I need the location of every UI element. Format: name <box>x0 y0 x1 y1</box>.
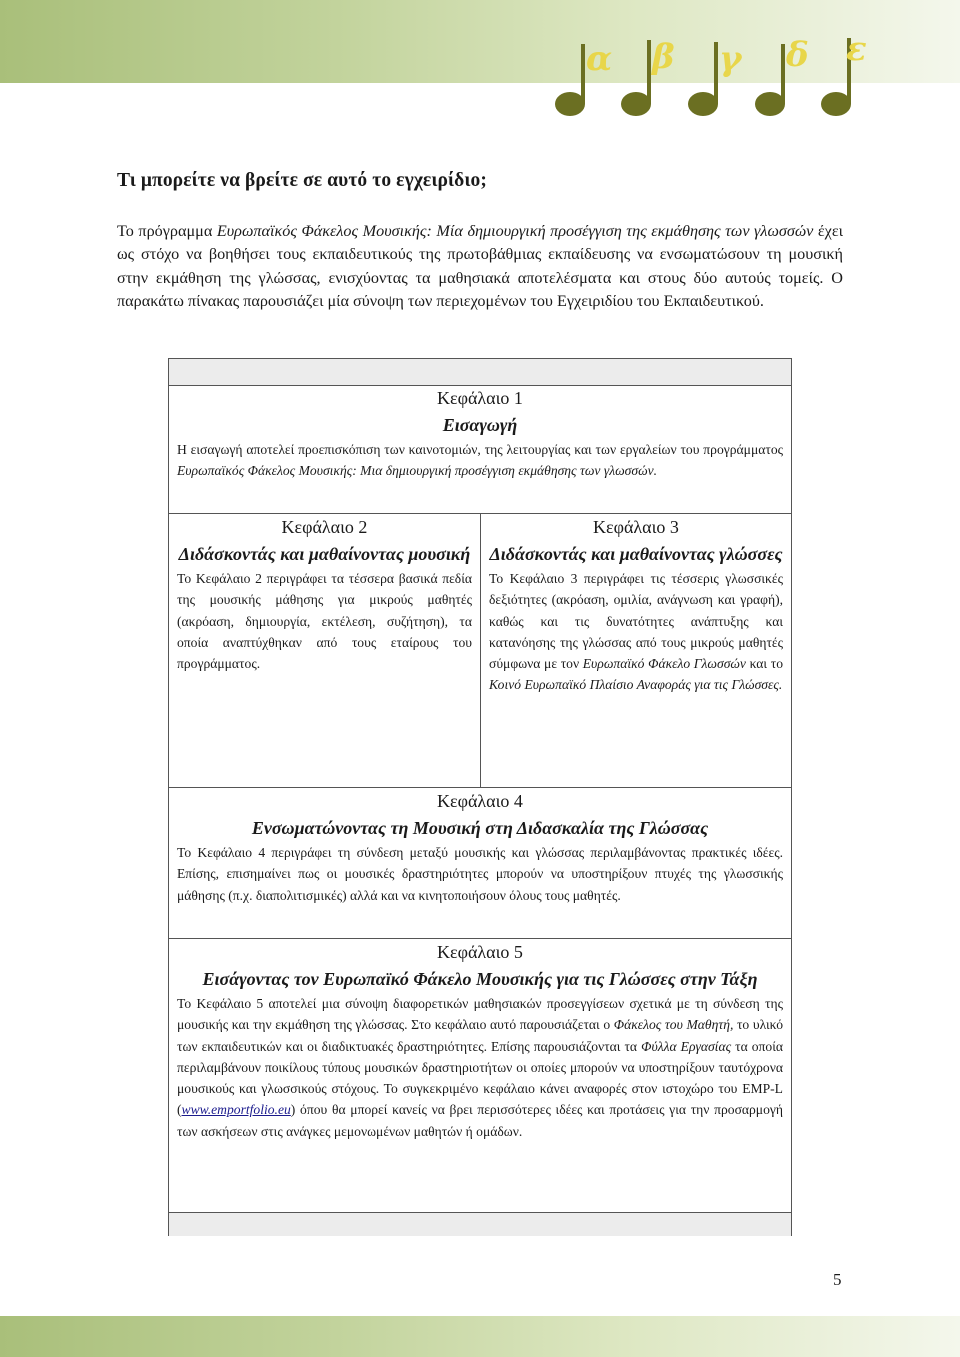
table-footer-bar <box>169 1212 791 1236</box>
chapter-5-italic-1: Φάκελος του Μαθητή, <box>613 1017 734 1033</box>
chapter-3-text-2: και το <box>745 656 783 672</box>
table-header-bar <box>169 359 791 386</box>
chapter-4-description: Το Κεφάλαιο 4 περιγράφει τη σύνδεση μεταξύ μουσικής και γλώσσας περιλαμβάνοντας πρακτικές ιδέες. Επίσης, επισημαίνει πως οι μουσικές δραστηριότητες μπορούν να υποστηρίξουν πτυχές της γλωσσικής μάθησης (π.χ. διαπολιτισμικές) αλλά και να κινητοποιήσουν όλους τους μαθητές. <box>177 845 783 903</box>
chapter-2-description: Το Κεφάλαιο 2 περιγράφει τα τέσσερα βασικά πεδία της μουσικής μάθησης για μικρούς μαθητές (ακρόαση, δημιουργία, εκτέλεση, συζήτηση), τα οποία αναπτύχθηκαν από τους εταίρους του προγράμματος. <box>177 571 472 672</box>
logo-letter-delta: δ <box>786 35 809 75</box>
chapter-2-cell <box>169 514 480 787</box>
music-notes-logo-icon <box>548 30 878 126</box>
logo-letter-alpha: α <box>586 39 613 79</box>
intro-program-title: Ευρωπαϊκός Φάκελος Μουσικής: Μία δημιουργική προσέγγιση της εκμάθησης των γλωσσών <box>216 222 814 240</box>
chapter-5-description <box>177 993 783 1142</box>
footer-band <box>0 1316 960 1357</box>
chapter-5-italic-2: Φύλλα Εργασίας <box>641 1038 732 1054</box>
chapter-4-subtitle: Ενσωματώνοντας τη Μουσική στη Διδασκαλία της Γλώσσας <box>251 818 709 838</box>
logo-letter-gamma: γ <box>719 39 742 79</box>
chapter-5-text-4: ) όπου θα μπορεί κανείς να βρει περισσότερες ιδέες και προτάσεις για την προσαρμογή των ασκήσεων στις ανάγκες μεμονωμένων μαθητών ή ομάδων. <box>177 1102 783 1139</box>
chapter-4-title: Κεφάλαιο 4 <box>437 791 523 811</box>
chapter-5-text-3: τα οποία περιλαμβάνουν ποικίλους τύπους μουσικών δραστηριοτήτων οι οποίες μπορούν να υποστηρίξουν ταυτόχρονα μουσικούς και γλωσσικούς στόχους. Το συγκεκριμένο κεφάλαιο κάνει αναφορές στον ιστοχώρο του EMP-L ( <box>177 1038 784 1118</box>
logo-letter-epsilon: ε <box>846 30 867 69</box>
chapter-5-subtitle: Εισάγοντας τον Ευρωπαϊκό Φάκελο Μουσικής για τις Γλώσσες στην Τάξη <box>202 969 758 989</box>
chapter-1-subtitle: Εισαγωγή <box>442 415 518 435</box>
logo-letter-beta: β <box>652 37 675 77</box>
intro-paragraph <box>117 220 843 314</box>
contents-table <box>168 358 792 1236</box>
chapter-3-italic-1: Ευρωπαϊκό Φάκελο Γλωσσών <box>582 656 746 672</box>
chapter-3-subtitle: Διδάσκοντάς και μαθαίνοντας γλώσσες <box>489 544 783 564</box>
chapter-2-subtitle: Διδάσκοντάς και μαθαίνοντας μουσική <box>178 544 471 564</box>
chapter-1-text: Η εισαγωγή αποτελεί προεπισκόπιση των καινοτομιών, της λειτουργίας και των εργαλείων του προγράμματος <box>177 442 783 457</box>
chapter-3-text-1: Το Κεφάλαιο 3 περιγράφει τις τέσσερις γλωσσικές δεξιότητες (ακρόαση, ομιλία, ανάγνωση και γραφή), καθώς και τις δυνατότητες ανάπτυξης και κατανόησης της γλώσσας από τους μικρούς μαθητές σύμφωνα με τον <box>489 571 783 672</box>
chapter-5-cell <box>169 939 791 1212</box>
chapter-1-title: Κεφάλαιο 1 <box>437 388 523 408</box>
page-heading: Τι μπορείτε να βρείτε σε αυτό το εγχειρίδιο; <box>117 170 487 191</box>
intro-text-2: έχει ως στόχο να βοηθήσει τους εκπαιδευτικούς της πρωτοβάθμιας εκπαίδευσης να ενσωματώσουν τη μουσική στην εκμάθηση της γλώσσας, ενισχύοντας τα μαθησιακά αποτελέσματα και στους δύο αυτούς τομείς. Ο παρακάτω πίνακας παρουσιάζει μία σύνοψη των περιεχομένων του Εγχειριδίου του Εκπαιδευτικού. <box>117 222 844 311</box>
chapter-3-description <box>489 568 783 696</box>
chapter-1-description <box>177 439 783 482</box>
chapter-5-title: Κεφάλαιο 5 <box>437 942 523 962</box>
intro-text-1: Το πρόγραμμα <box>117 222 217 240</box>
chapter-1-italic: Ευρωπαϊκός Φάκελος Μουσικής: Μια δημιουργική προσέγγιση εκμάθησης των γλωσσών. <box>177 463 658 479</box>
chapter-1-cell <box>169 385 791 513</box>
chapter-4-cell <box>169 788 791 938</box>
chapter-2-title: Κεφάλαιο 2 <box>281 517 368 537</box>
chapter-3-cell <box>481 514 791 787</box>
emportfolio-link[interactable]: www.emportfolio.eu <box>181 1102 291 1118</box>
chapter-3-title: Κεφάλαιο 3 <box>593 517 679 537</box>
page-number: 5 <box>833 1270 842 1289</box>
chapter-5-text-2: το υλικό των εκπαιδευτικών και οι διαδικτυακές δραστηριότητες. Επίσης παρουσιάζονται τα <box>177 1017 783 1054</box>
chapter-5-text-1: Το Κεφάλαιο 5 αποτελεί μια σύνοψη διαφορετικών μαθησιακών προσεγγίσεων σχετικά με τη σύνδεση της μουσικής και την εκμάθηση της γλώσσας. Στο κεφάλαιο αυτό παρουσιάζεται ο <box>177 996 783 1033</box>
chapter-3-italic-2: Κοινό Ευρωπαϊκό Πλαίσιο Αναφοράς για τις Γλώσσες. <box>489 677 783 693</box>
